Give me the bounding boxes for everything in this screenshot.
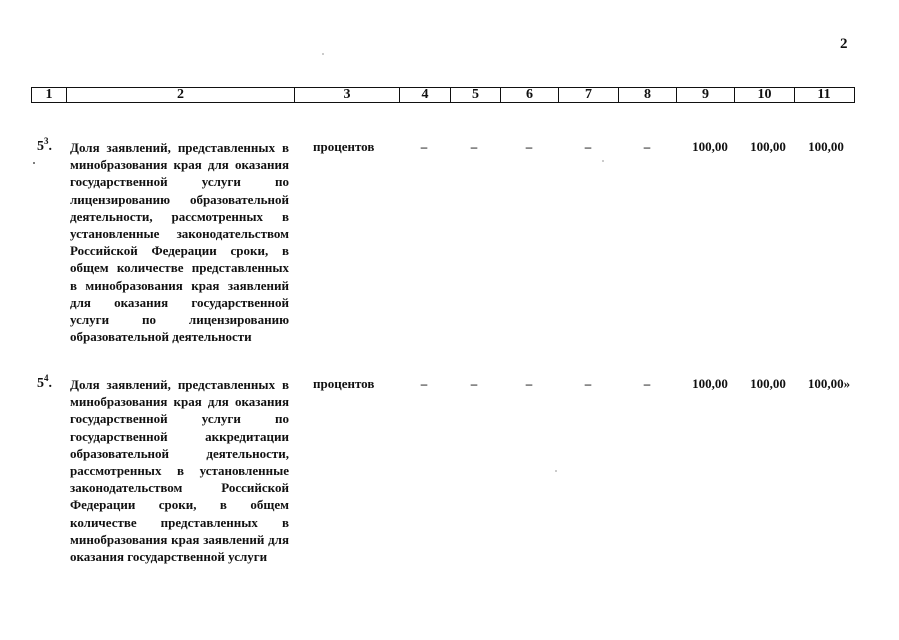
row-number-suffix: . — [48, 376, 52, 391]
scan-speck — [555, 470, 557, 472]
row-unit: процентов — [313, 139, 375, 154]
row-value-col-11: 100,00 — [808, 139, 844, 154]
row-value-col-7: – — [584, 139, 592, 154]
row-number — [37, 136, 52, 155]
header-col-3: 3 — [295, 88, 400, 102]
row-value-col-4: – — [420, 139, 428, 154]
row-description: Доля заявлений, представленных в минобразования края для оказания государственной услуги по лицензированию образовательной деятельности, рассмотренных в установленные законодательством Российской Федерации сроки, в общем количестве представленных в минобразования края заявлений для оказания государственной услуги по лицензированию образовательной деятельности — [70, 140, 289, 345]
row-value-col-10: 100,00 — [750, 139, 786, 154]
scan-speck — [322, 53, 324, 55]
row-value-col-5: – — [470, 376, 478, 391]
header-col-1: 1 — [32, 88, 67, 102]
header-col-4: 4 — [400, 88, 451, 102]
header-col-10: 10 — [735, 88, 795, 102]
scan-speck — [33, 162, 35, 164]
row-number-main: 5 — [37, 376, 44, 391]
row-description: Доля заявлений, представленных в минобразования края для оказания государственной услуги по государственной аккредитации образовательной деятельности, рассмотренных в установленные законодательством Российской Федерации сроки, в общем количестве представленных в минобразования края заявлений для оказания государственной услуги — [70, 377, 289, 565]
header-col-9: 9 — [677, 88, 735, 102]
row-number-suffix: . — [48, 139, 52, 154]
row-unit: процентов — [313, 376, 375, 391]
row-value-col-8: – — [643, 139, 651, 154]
scan-speck — [602, 160, 604, 162]
row-number-main: 5 — [37, 139, 44, 154]
row-value-col-4: – — [420, 376, 428, 391]
header-col-7: 7 — [559, 88, 619, 102]
header-col-8: 8 — [619, 88, 677, 102]
page-number: 2 — [840, 36, 848, 52]
header-col-6: 6 — [501, 88, 559, 102]
header-col-11: 11 — [817, 87, 831, 102]
row-value-col-7: – — [584, 376, 592, 391]
row-value-col-5: – — [470, 139, 478, 154]
row-value-col-9: 100,00 — [692, 139, 728, 154]
row-number-superscript: 3 — [44, 136, 49, 146]
row-value-col-11: 100,00» — [807, 376, 851, 391]
row-number — [37, 373, 52, 392]
row-value-col-8: – — [643, 376, 651, 391]
row-value-col-6: – — [525, 376, 533, 391]
column-number-header — [31, 87, 855, 103]
row-value-col-6: – — [525, 139, 533, 154]
row-value-col-9: 100,00 — [692, 376, 728, 391]
header-col-5: 5 — [451, 88, 501, 102]
row-value-col-10: 100,00 — [750, 376, 786, 391]
row-number-superscript: 4 — [44, 373, 49, 383]
header-col-2: 2 — [67, 88, 295, 102]
